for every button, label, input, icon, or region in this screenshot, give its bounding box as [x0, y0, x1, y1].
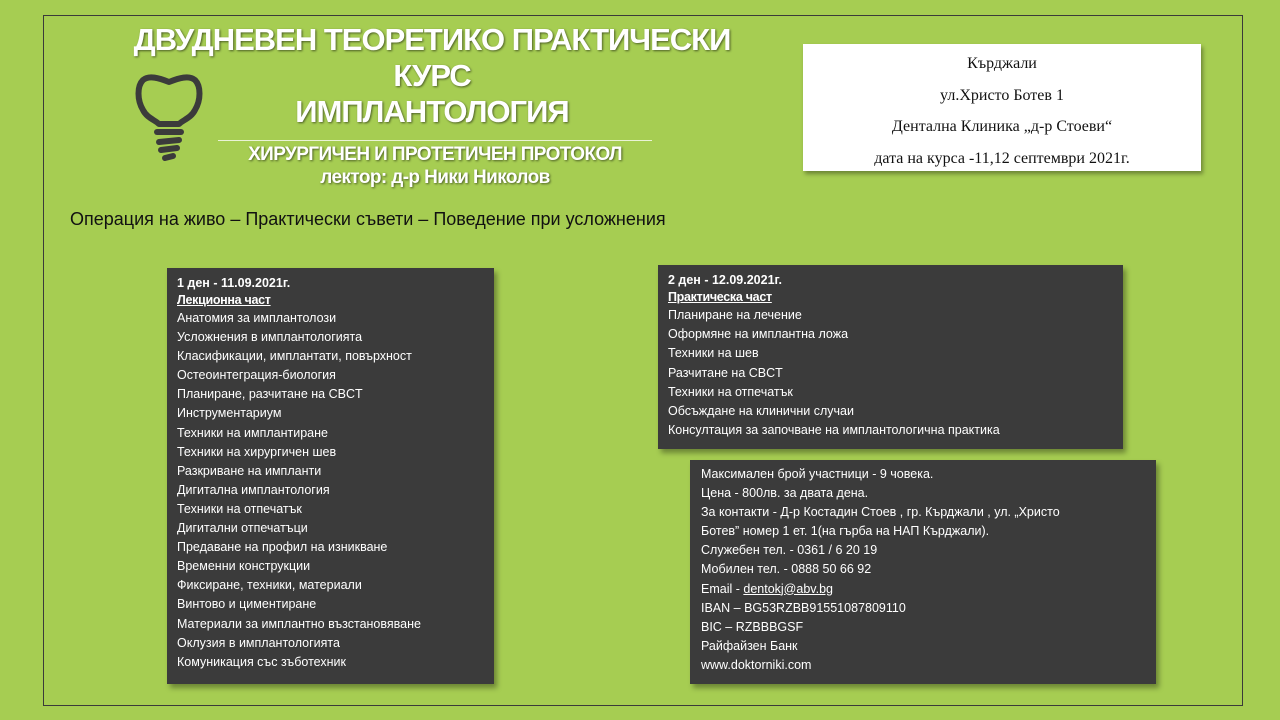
day2-panel: [658, 265, 1123, 449]
list-item: Временни конструкции: [177, 559, 311, 574]
website: www.doktorniki.com: [701, 657, 812, 672]
email-link[interactable]: dentokj@abv.bg: [743, 581, 833, 596]
list-item: Разчитане на CBCT: [668, 365, 783, 380]
list-item: Комуникация със зъботехник: [177, 654, 346, 669]
list-item: Фиксиране, техники, материали: [177, 578, 362, 593]
list-item: Остеоинтеграция-биология: [177, 368, 336, 383]
contacts-panel: [690, 460, 1156, 684]
list-item: Планиране на лечение: [668, 308, 802, 322]
list-item: Усложнения в имплантологията: [177, 330, 363, 345]
iban: IBAN – BG53RZBB91551087809110: [701, 600, 906, 615]
list-item: Дигитални отпечатъци: [177, 521, 308, 536]
work-phone: Служебен тел. - 0361 / 6 20 19: [701, 543, 878, 558]
day1-subheading: Лекционна част: [177, 293, 271, 307]
list-item: Техники на имплантиране: [177, 425, 328, 440]
tagline: Операция на живо – Практически съвети – Поведение при усложнения: [70, 209, 666, 229]
list-item: Обсъждане на клинични случаи: [668, 404, 854, 419]
list-item: Оформяне на имплантна ложа: [668, 327, 849, 342]
protocol-subtitle: ХИРУРГИЧЕН И ПРОТЕТИЧЕН ПРОТОКОЛ: [248, 144, 622, 165]
day1-heading: 1 ден - 11.09.2021г.: [177, 276, 291, 290]
list-item: Предаване на профил на изникване: [177, 540, 388, 555]
lecturer-name: лектор: д-р Ники Николов: [320, 167, 550, 188]
day2-heading: 2 ден - 12.09.2021г.: [668, 273, 782, 287]
contact-line-2: Ботев” номер 1 ет. 1(на гърба на НАП Кърджали).: [701, 524, 990, 539]
list-item: Винтово и циментиране: [177, 597, 317, 612]
list-item: Техники на шев: [668, 346, 759, 361]
title-line-2: КУРС: [393, 58, 471, 93]
title-line-3: ИМПЛАНТОЛОГИЯ: [295, 94, 569, 129]
day2-subheading: Практическа част: [668, 290, 772, 304]
list-item: Разкриване на импланти: [177, 463, 322, 478]
course-date: дата на курса -11,12 септември 2021г.: [874, 149, 1130, 167]
course-subtitle: [196, 143, 674, 189]
bank-name: Райфайзен Банк: [701, 638, 798, 653]
list-item: Техники на отпечатък: [668, 384, 793, 399]
max-participants: Максимален брой участници - 9 човека.: [701, 467, 934, 481]
list-item: Материали за имплантно възстановяване: [177, 616, 421, 631]
title-line-1: ДВУДНЕВЕН ТЕОРЕТИКО ПРАКТИЧЕСКИ: [133, 22, 731, 57]
list-item: Консултация за започване на имплантологична практика: [668, 423, 1000, 438]
bic: BIC – RZBBBGSF: [701, 619, 804, 634]
contact-line-1: За контакти - Д-р Костадин Стоев , гр. Кърджали , ул. „Христо: [701, 505, 1060, 520]
list-item: Инструментариум: [177, 406, 282, 421]
course-title: [112, 22, 752, 130]
email-row: [701, 580, 1145, 599]
list-item: Дигитална имплантология: [177, 482, 330, 497]
venue-city: Кърджали: [967, 55, 1037, 72]
list-item: Класификации, имплантати, повърхност: [177, 349, 412, 364]
venue-clinic: Дентална Клиника „д-р Стоеви“: [891, 118, 1113, 135]
price: Цена - 800лв. за двата дена.: [701, 486, 869, 501]
list-item: Оклузия в имплантологията: [177, 635, 340, 650]
day1-panel: [167, 268, 494, 684]
list-item: Анатомия за имплантолози: [177, 311, 337, 325]
email-label: Email -: [701, 581, 744, 596]
mobile-phone: Мобилен тел. - 0888 50 66 92: [701, 562, 872, 577]
venue-info-box: [803, 44, 1201, 171]
list-item: Техники на отпечатък: [177, 501, 302, 516]
title-divider: [218, 140, 652, 141]
venue-street: ул.Христо Ботев 1: [940, 86, 1064, 104]
list-item: Техники на хирургичен шев: [177, 444, 337, 459]
list-item: Планиране, разчитане на CBCT: [177, 387, 363, 402]
